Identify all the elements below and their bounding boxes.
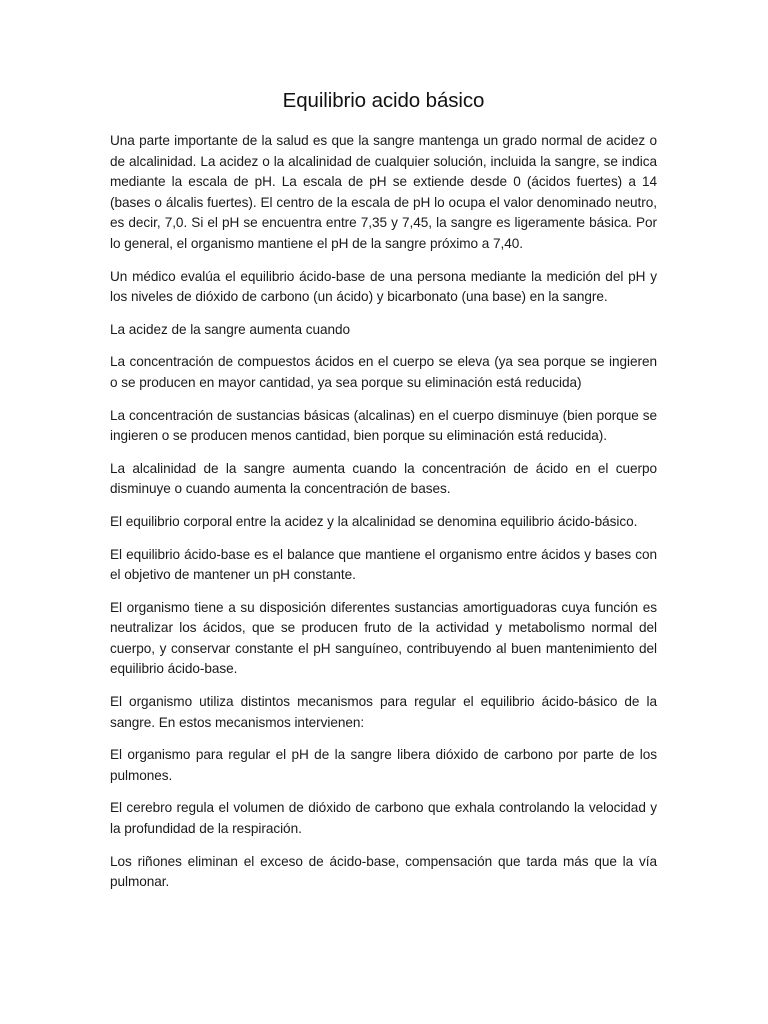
paragraph-acidity-increases: La acidez de la sangre aumenta cuando (110, 321, 350, 337)
document-title: Equilibrio acido básico (282, 89, 485, 112)
paragraph-alkalinity-increases: La alcalinidad de la sangre aumenta cuando la concentración de ácido en el cuerpo disminuye o cuando aumenta la concentración de bases. (110, 460, 657, 497)
paragraph-intro-ph-scale: Una parte importante de la salud es que la sangre mantenga un grado normal de acidez o de alcalinidad. La acidez o la alcalinidad de cualquier solución, incluida la sangre, se indica mediante la escala de pH. La escala de pH se extiende desde 0 (ácidos fuertes) a 14 (bases o álcalis fuertes). El centro de la escala de pH lo ocupa el valor denominado neutro, es decir, 7,0. Si el pH se encuentra entre 7,35 y 7,45, la sangre es ligeramente básica. Por lo general, el organismo mantiene el pH de la sangre próximo a 7,40. (110, 133, 657, 251)
paragraph-regulation-mechanisms: El organismo utiliza distintos mecanismos para regular el equilibrio ácido-básico de la sangre. En estos mecanismos intervienen: (110, 694, 657, 730)
paragraph-kidneys: Los riñones eliminan el exceso de ácido-base, compensación que tarda más que la vía pulmonar. (110, 853, 657, 890)
paragraph-acid-base-balance: El equilibrio ácido-base es el balance que mantiene el organismo entre ácidos y bases con el objetivo de mantener un pH constante. (110, 546, 657, 583)
paragraph-brain: El cerebro regula el volumen de dióxido de carbono que exhala controlando la velocidad y la profundidad de la respiración. (110, 800, 657, 837)
paragraph-acid-concentration: La concentración de compuestos ácidos en el cuerpo se eleva (ya sea porque se ingieren o se producen en mayor cantidad, ya sea porque su eliminación está reducida) (110, 354, 657, 390)
paragraph-medical-evaluation: Un médico evalúa el equilibrio ácido-base de una persona mediante la medición del pH y los niveles de dióxido de carbono (un ácido) y bicarbonato (una base) en la sangre. (110, 268, 657, 305)
paragraph-lungs: El organismo para regular el pH de la sangre libera dióxido de carbono por parte de los pulmones. (110, 747, 657, 783)
paragraph-buffer-substances: El organismo tiene a su disposición diferentes sustancias amortiguadoras cuya función es neutralizar los ácidos, que se producen fruto de la actividad y metabolismo normal del cuerpo, y conservar constante el pH sanguíneo, contribuyendo al buen mantenimiento del equilibrio ácido-base. (110, 599, 657, 677)
paragraph-base-concentration: La concentración de sustancias básicas (alcalinas) en el cuerpo disminuye (bien porque se ingieren o se producen menos cantidad, bien porque su eliminación está reducida). (110, 407, 657, 444)
paragraph-acid-base-definition: El equilibrio corporal entre la acidez y la alcalinidad se denomina equilibrio ácido-básico. (110, 513, 638, 529)
